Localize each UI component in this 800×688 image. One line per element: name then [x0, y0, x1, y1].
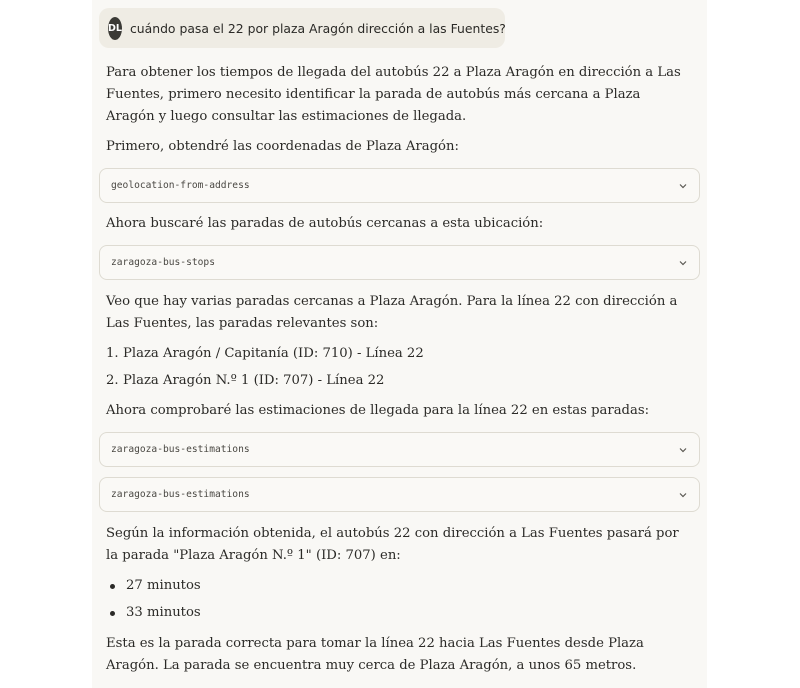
- list-item: [106, 575, 686, 597]
- arrival-time: 33 minutos: [126, 605, 201, 620]
- response-paragraph-stops-search: Ahora buscaré las paradas de autobús cercanas a esta ubicación:: [106, 216, 544, 231]
- bullet: [110, 584, 115, 589]
- list-item-number: 2.: [106, 373, 119, 388]
- tool-call-name: zaragoza-bus-estimations: [111, 444, 250, 455]
- user-avatar: DL: [108, 17, 122, 40]
- response-paragraph-coordinates: Primero, obtendré las coordenadas de Plaza Aragón:: [106, 139, 459, 154]
- arrival-time: 27 minutos: [126, 578, 201, 593]
- list-item: [106, 370, 686, 392]
- response-paragraph-conclusion: Esta es la parada correcta para tomar la línea 22 hacia Las Fuentes desde Plaza Aragón. La parada se encuentra muy cerca de Plaza Aragón, a unos 65 metros.: [106, 636, 644, 673]
- chevron-down-icon[interactable]: [678, 445, 688, 455]
- tool-call-name: zaragoza-bus-estimations: [111, 489, 250, 500]
- tool-call-bus-estimations-1[interactable]: [99, 432, 700, 467]
- response-paragraph-intro: Para obtener los tiempos de llegada del autobús 22 a Plaza Aragón en dirección a Las Fuentes, primero necesito identificar la parada de autobús más cercana a Plaza Aragón y luego consultar las estimaciones de llegada.: [106, 65, 681, 124]
- list-item: [106, 343, 686, 365]
- response-paragraph-result: Según la información obtenida, el autobús 22 con dirección a Las Fuentes pasará por la parada "Plaza Aragón N.º 1" (ID: 707) en:: [106, 526, 679, 563]
- list-item-number: 1.: [106, 346, 119, 361]
- user-message: [99, 8, 505, 48]
- chevron-down-icon[interactable]: [678, 258, 688, 268]
- bullet: [110, 611, 115, 616]
- list-item-text: Plaza Aragón N.º 1 (ID: 707) - Línea 22: [123, 373, 385, 388]
- response-paragraph-stops-found: Veo que hay varias paradas cercanas a Plaza Aragón. Para la línea 22 con dirección a Las Fuentes, las paradas relevantes son:: [106, 294, 678, 331]
- tool-call-geolocation[interactable]: [99, 168, 700, 203]
- chevron-down-icon[interactable]: [678, 490, 688, 500]
- tool-call-bus-estimations-2[interactable]: [99, 477, 700, 512]
- chevron-down-icon[interactable]: [678, 181, 688, 191]
- list-item-text: Plaza Aragón / Capitanía (ID: 710) - Línea 22: [123, 346, 424, 361]
- tool-call-name: zaragoza-bus-stops: [111, 257, 215, 268]
- tool-call-bus-stops[interactable]: [99, 245, 700, 280]
- list-item: [106, 602, 686, 624]
- tool-call-name: geolocation-from-address: [111, 180, 250, 191]
- user-message-text: cuándo pasa el 22 por plaza Aragón dirección a las Fuentes?: [129, 20, 506, 36]
- response-paragraph-estimations: Ahora comprobaré las estimaciones de llegada para la línea 22 en estas paradas:: [106, 403, 650, 418]
